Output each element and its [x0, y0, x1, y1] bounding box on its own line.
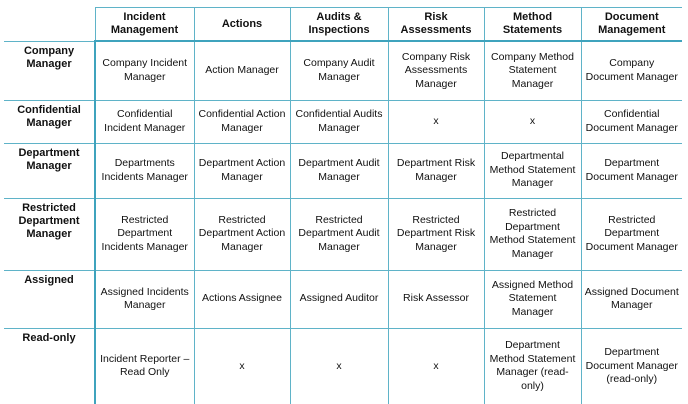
table-row	[4, 198, 682, 270]
table-row	[4, 270, 682, 328]
table-cell: Confidential Incident Manager	[95, 100, 194, 143]
table-cell: Department Risk Manager	[388, 143, 484, 198]
column-header: Actions	[194, 8, 290, 42]
table-cell: Departments Incidents Manager	[95, 143, 194, 198]
table-cell: Restricted Department Method Statement Manager	[484, 198, 581, 270]
column-header: Incident Management	[95, 8, 194, 42]
row-header: Confidential Manager	[4, 100, 95, 143]
table-cell: x	[290, 328, 388, 404]
table-row	[4, 143, 682, 198]
table-cell: Confidential Document Manager	[581, 100, 682, 143]
table-cell: Department Action Manager	[194, 143, 290, 198]
table-cell: Restricted Department Action Manager	[194, 198, 290, 270]
header-row	[4, 8, 682, 42]
table-cell: Restricted Department Audit Manager	[290, 198, 388, 270]
row-header: Department Manager	[4, 143, 95, 198]
table-cell: Restricted Department Risk Manager	[388, 198, 484, 270]
table-cell: Department Audit Manager	[290, 143, 388, 198]
table-cell: Department Method Statement Manager (read-only)	[484, 328, 581, 404]
table-cell: Action Manager	[194, 41, 290, 100]
column-header: Risk Assessments	[388, 8, 484, 42]
permissions-table	[4, 7, 682, 404]
table-cell: x	[194, 328, 290, 404]
row-header: Company Manager	[4, 41, 95, 100]
column-header: Audits & Inspections	[290, 8, 388, 42]
table-cell: Department Document Manager (read-only)	[581, 328, 682, 404]
table-cell: Restricted Department Document Manager	[581, 198, 682, 270]
table-row	[4, 41, 682, 100]
table-cell: x	[388, 100, 484, 143]
table-cell: Confidential Audits Manager	[290, 100, 388, 143]
row-header: Read-only	[4, 328, 95, 404]
table-row	[4, 328, 682, 404]
row-header: Assigned	[4, 270, 95, 328]
table-row	[4, 100, 682, 143]
table-cell: Departmental Method Statement Manager	[484, 143, 581, 198]
table-cell: Assigned Auditor	[290, 270, 388, 328]
column-header: Document Management	[581, 8, 682, 42]
table-cell: Assigned Document Manager	[581, 270, 682, 328]
table-cell: x	[484, 100, 581, 143]
table-cell: Actions Assignee	[194, 270, 290, 328]
table-cell: Confidential Action Manager	[194, 100, 290, 143]
table-cell: Company Incident Manager	[95, 41, 194, 100]
table-cell: Assigned Method Statement Manager	[484, 270, 581, 328]
table-cell: Restricted Department Incidents Manager	[95, 198, 194, 270]
column-header: Method Statements	[484, 8, 581, 42]
table-cell: Incident Reporter – Read Only	[95, 328, 194, 404]
table-cell: Company Risk Assessments Manager	[388, 41, 484, 100]
table-cell: Company Document Manager	[581, 41, 682, 100]
corner-cell	[4, 8, 95, 42]
table-cell: Assigned Incidents Manager	[95, 270, 194, 328]
table-cell: x	[388, 328, 484, 404]
table-cell: Company Method Statement Manager	[484, 41, 581, 100]
table-cell: Risk Assessor	[388, 270, 484, 328]
row-header: Restricted Department Manager	[4, 198, 95, 270]
table-cell: Department Document Manager	[581, 143, 682, 198]
table-cell: Company Audit Manager	[290, 41, 388, 100]
